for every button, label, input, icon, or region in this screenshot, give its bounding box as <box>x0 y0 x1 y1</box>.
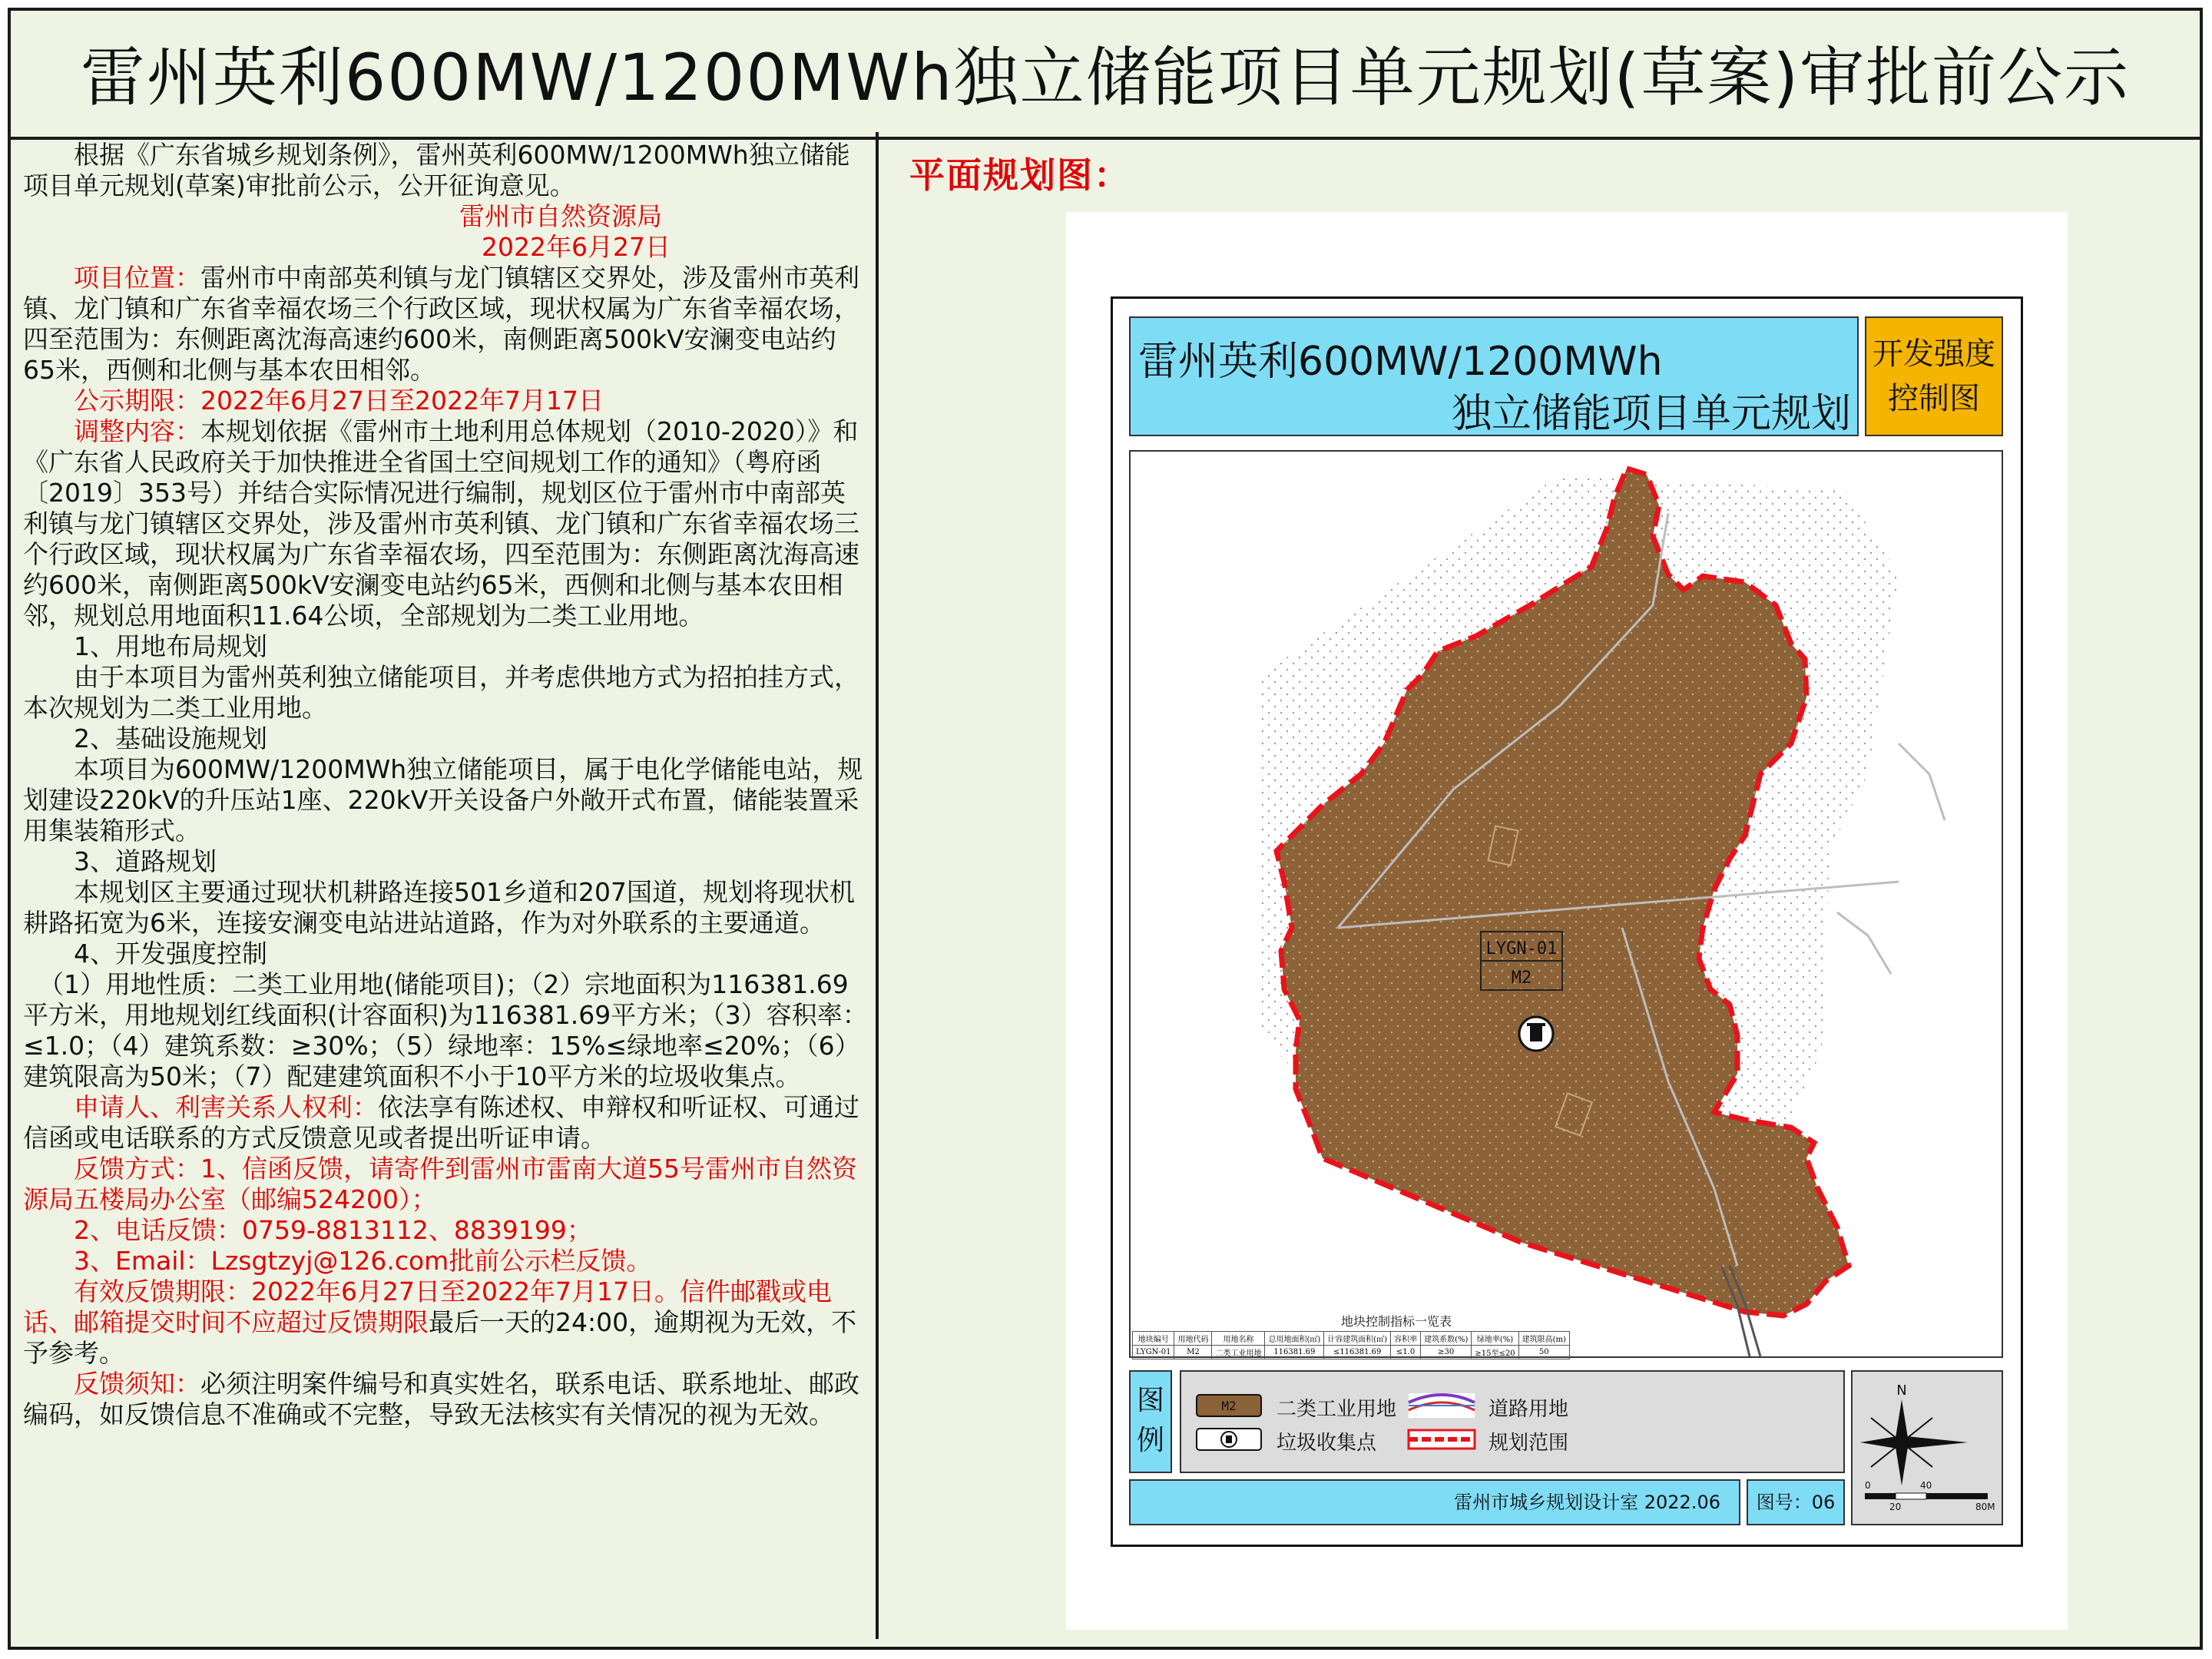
legend-road-icon <box>1409 1393 1475 1418</box>
badge-line1: 开发强度 <box>1873 336 1995 372</box>
table-cell: ≤1.0 <box>1391 1346 1421 1359</box>
notice-text-panel <box>23 140 868 1430</box>
legend-symbols <box>1181 1372 1843 1472</box>
table-header-cell: 用地名称 <box>1212 1332 1265 1346</box>
legend-boundary-icon <box>1409 1430 1475 1449</box>
table-cell: 50 <box>1518 1346 1569 1359</box>
adjust-text: 本规划依据《雷州市土地利用总体规划（2010-2020）》和《广东省人民政府关于加快推进全省国土空间规划工作的通知》（粤府函〔2019〕353号）并结合实际情况进行编制，规划区位于雷州市中南部英利镇与龙门镇辖区交界处，涉及雷州市英利镇、龙门镇和广东省幸福农场三个行政区域，现状权属为广东省幸福农场，四至范围为：东侧距离沈海高速约600米，南侧距离500kV安澜变电站约65米，西侧和北侧与基本农田相邻，规划总用地面积11.64公顷，全部规划为二类工业用地。 <box>23 416 859 631</box>
page-title: 雷州英利600MW/1200MWh独立储能项目单元规划(草案)审批前公示 <box>80 39 2131 115</box>
notice-paragraph <box>23 1369 868 1430</box>
section-2-title: 2、基础设施规划 <box>74 724 267 753</box>
scale-bar <box>1865 1493 1988 1499</box>
location-label: 项目位置： <box>74 263 200 293</box>
table-cell: LYGN-01 <box>1133 1346 1174 1359</box>
location-paragraph <box>23 263 868 386</box>
period-text: 2022年6月27日至2022年7月17日 <box>200 386 604 416</box>
valid-black-text: 最后一天的24:00，逾期视为无效，不予参考。 <box>23 1307 857 1368</box>
feedback-phone: 2、电话反馈：0759-8813112、8839199； <box>74 1215 592 1245</box>
notice-label: 反馈须知： <box>74 1369 200 1399</box>
scale-label-0: 0 <box>1865 1480 1871 1491</box>
notice-text: 必须注明案件编号和真实姓名，联系电话、联系地址、邮政编码，如反馈信息不准确或不完整，导致无法核实有关情况的视为无效。 <box>23 1369 859 1429</box>
table-header-cell: 用地代码 <box>1174 1332 1212 1346</box>
control-index-table <box>1132 1331 1570 1359</box>
period-label: 公示期限： <box>74 386 200 416</box>
badge-line2: 控制图 <box>1888 381 1980 416</box>
table-header-cell: 建筑限高(m) <box>1518 1332 1569 1346</box>
plan-heading: 平面规划图： <box>909 154 1131 196</box>
legend-heading <box>1129 1370 1172 1473</box>
section-4-title: 4、开发强度控制 <box>74 939 267 969</box>
column-divider <box>876 132 879 1639</box>
table-header-cell: 建筑系数(%) <box>1421 1332 1472 1346</box>
scale-label-80: 80M <box>1975 1502 1995 1512</box>
legend-heading-1: 图 <box>1136 1385 1164 1416</box>
table-cell: ≥15至≤20 <box>1472 1346 1518 1359</box>
legend-m2-code: M2 <box>1221 1399 1237 1413</box>
table-header-cell: 总用地面积(㎡) <box>1265 1332 1324 1346</box>
scale-label-40: 40 <box>1920 1480 1932 1491</box>
table-header-cell: 容积率 <box>1391 1332 1421 1346</box>
section-2-text: 本项目为600MW/1200MWh独立储能项目，属于电化学储能电站，规划建设220kV的升压站1座、220kV开关设备户外敞开式布置，储能装置采用集装箱形式。 <box>23 754 863 846</box>
map-title-band <box>1129 316 1859 436</box>
parcel-code-label: LYGN-01 <box>1485 939 1558 959</box>
legend-trash-icon <box>1221 1432 1237 1447</box>
trash-point-icon <box>1519 1017 1553 1051</box>
table-header-cell: 计容建筑面积(㎡) <box>1324 1332 1391 1346</box>
north-arrow-graphic <box>1853 1372 2002 1524</box>
parcel-use-label: M2 <box>1511 969 1532 988</box>
table-header-cell: 绿地率(%) <box>1472 1332 1518 1346</box>
footer-sheet-number: 图号：06 <box>1747 1479 1845 1525</box>
section-1-title: 1、用地布局规划 <box>74 631 267 661</box>
feedback-email: 3、Email：Lzsgtzyj@126.com批前公示栏反馈。 <box>74 1246 652 1276</box>
section-4-text: （1）用地性质：二类工业用地(储能项目)；（2）宗地面积为116381.69平方米，用地规划红线面积(计容面积)为116381.69平方米；（3）容积率：≤1.0；（4）建筑系数：≥30%；（5）绿地率：15%≤绿地率≤20%；（6）建筑限高为50米；（7）配建建筑面积不小于10平方米的垃圾收集点。 <box>23 969 868 1091</box>
outer-road <box>1899 743 1945 820</box>
north-label: N <box>1896 1382 1907 1399</box>
valid-red-text: 有效反馈期限：2022年6月27日至2022年7月17日。信件邮戳或电话、邮箱提交时间不应超过反馈期限 <box>23 1277 832 1337</box>
rights-paragraph <box>23 1092 868 1154</box>
rights-label: 申请人、利害关系人权利： <box>74 1092 378 1122</box>
adjust-paragraph <box>23 416 868 631</box>
section-3-text: 本规划区主要通过现状机耕路连接501乡道和207国道，规划将现状机耕路拓宽为6米，连接安澜变电站进站道路，作为对外联系的主要通道。 <box>23 877 855 938</box>
table-row <box>1133 1346 1570 1359</box>
legend-boundary-text: 规划范围 <box>1488 1432 1569 1455</box>
parcel-map <box>1131 452 2002 1356</box>
map-area <box>1129 450 2003 1358</box>
scale-label-20: 20 <box>1889 1502 1902 1512</box>
table-cell: 二类工业用地 <box>1212 1346 1265 1359</box>
footer-org: 雷州市城乡规划设计室 2022.06 <box>1129 1479 1740 1525</box>
valid-paragraph <box>23 1277 868 1369</box>
legend-m2-text: 二类工业用地 <box>1277 1398 1397 1421</box>
location-text: 雷州市中南部英利镇与龙门镇辖区交界处，涉及雷州市英利镇、龙门镇和广东省幸福农场三个行政区域，现状权属为广东省幸福农场，四至范围为：东侧距离沈海高速约600米，南侧距离500kV安澜变电站约65米，西侧和北侧与基本农田相邻。 <box>23 263 859 385</box>
section-1-text: 由于本项目为雷州英利独立储能项目，并考虑供地方式为招拍挂方式，本次规划为二类工业用地。 <box>23 662 859 723</box>
issue-date: 2022年6月27日 <box>482 232 671 262</box>
table-header-row <box>1133 1332 1570 1346</box>
title-bar <box>8 8 2203 140</box>
feedback-mail: 反馈方式：1、信函反馈，请寄件到雷州市雷南大道55号雷州市自然资源局五楼局办公室（邮编524200）； <box>23 1154 857 1214</box>
table-cell: ≥30 <box>1421 1346 1472 1359</box>
issuer: 雷州市自然资源局 <box>459 201 662 231</box>
section-3-title: 3、道路规划 <box>74 846 217 876</box>
adjust-label: 调整内容： <box>74 416 200 446</box>
north-arrow-icon <box>1860 1399 1968 1485</box>
period-paragraph <box>23 386 868 416</box>
map-title-line2: 独立储能项目单元规划 <box>1451 391 1851 437</box>
map-type-badge <box>1865 316 2003 436</box>
legend <box>1180 1370 1845 1473</box>
north-arrow-panel <box>1851 1370 2003 1525</box>
legend-heading-2: 例 <box>1136 1425 1164 1456</box>
legend-trash-text: 垃圾收集点 <box>1277 1432 1377 1455</box>
outer-road <box>1837 912 1891 974</box>
table-cell: ≤116381.69 <box>1324 1346 1391 1359</box>
map-title-line1: 雷州英利600MW/1200MWh <box>1138 339 1663 385</box>
intro-paragraph: 根据《广东省城乡规划条例》，雷州英利600MW/1200MWh独立储能项目单元规划(草案)审批前公示，公开征询意见。 <box>23 140 850 200</box>
legend-road-text: 道路用地 <box>1488 1398 1569 1421</box>
table-header-cell: 地块编号 <box>1133 1332 1174 1346</box>
table-cell: 116381.69 <box>1265 1346 1324 1359</box>
rights-text: 依法享有陈述权、申辩权和听证权、可通过信函或电话联系的方式反馈意见或者提出听证申请。 <box>23 1092 859 1153</box>
table-cell: M2 <box>1174 1346 1212 1359</box>
table-caption: 地块控制指标一览表 <box>1341 1314 1452 1329</box>
